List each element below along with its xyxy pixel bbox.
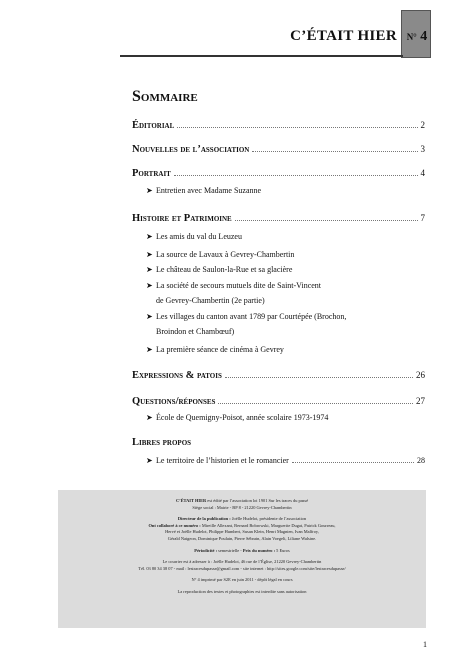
- list-item[interactable]: ➤ École de Quemigny-Poisot, année scolaire 1973-1974: [146, 413, 329, 422]
- page-title: Sommaire: [132, 88, 198, 105]
- colophon-box: [58, 490, 426, 628]
- colophon-rights: La reproduction des textes et photographies est interdite sans autorisation: [177, 588, 307, 594]
- list-item[interactable]: ➤ La société de secours mutuels dite de Saint-Vincent: [146, 281, 322, 290]
- leader-dots: [252, 151, 417, 152]
- leader-dots: [225, 377, 413, 378]
- toc-libres[interactable]: [132, 437, 425, 448]
- colophon-mail: Le courrier est à adresser à : Joëlle Hudelot, 46 rue de l’Église, 21220 Gevrey-Chambertin: [162, 559, 322, 565]
- toc-histoire[interactable]: [132, 213, 425, 224]
- page-ref: 7: [420, 213, 425, 223]
- section-title: Histoire et Patrimoine: [132, 213, 232, 224]
- page-ref: 4: [420, 168, 425, 178]
- list-item-continued: de Gevrey-Chambertin (2e partie): [156, 296, 265, 305]
- toc-portrait[interactable]: [132, 168, 425, 179]
- arrow-right-icon: ➤: [146, 345, 153, 354]
- journal-title: C’ÉTAIT HIER: [290, 28, 397, 44]
- colophon-publisher: C’ÉTAIT HIER est édité par l’association loi 1901 Sur les traces du passé: [175, 498, 309, 503]
- list-item[interactable]: ➤ La source de Lavaux à Gevrey-Chambertin: [146, 250, 295, 259]
- colophon-contributors: Ont collaboré à ce numéro : Mireille Allexant, Bernard Bobrowski, Marguerite Dugat, Patrick Gourreau,: [148, 522, 336, 528]
- arrow-right-icon: ➤: [146, 312, 153, 321]
- colophon-address: Siège social : Mairie - BP 8 - 21220 Gevrey-Chambertin: [192, 504, 292, 510]
- leader-dots: [235, 220, 418, 221]
- colophon-contributors-3: Gérald Naigeon, Dominique Poulain, Pierre Sébrain, Alain Voegeli, Liliane Walsine.: [167, 535, 317, 541]
- arrow-right-icon: ➤: [146, 186, 153, 195]
- page-ref: 28: [417, 456, 425, 465]
- header-rule: [120, 55, 403, 57]
- toc-expressions[interactable]: [132, 370, 425, 381]
- toc-questions[interactable]: [132, 396, 425, 407]
- arrow-right-icon: ➤: [146, 265, 153, 274]
- arrow-right-icon: ➤: [146, 456, 153, 465]
- page-ref: 2: [420, 120, 425, 130]
- section-title: Expressions & patois: [132, 370, 222, 381]
- issue-number: [403, 29, 431, 45]
- section-title: Libres propos: [132, 437, 192, 448]
- list-item[interactable]: ➤ Les villages du canton avant 1789 par Courtépée (Brochon,: [146, 312, 347, 321]
- colophon-contributors-2: Hervé et Joëlle Hudelot, Philippe Humbert, Susan Klein, Henri Magnien, Ivan Malfroy,: [165, 529, 319, 535]
- arrow-right-icon: ➤: [146, 250, 153, 259]
- list-item-continued: Broindon et Chambœuf): [156, 327, 235, 336]
- list-item[interactable]: ➤ La première séance de cinéma à Gevrey: [146, 345, 284, 354]
- leader-dots: [218, 403, 413, 404]
- issue-prefix: N°: [406, 32, 417, 42]
- list-item[interactable]: ➤ Le château de Saulon-la-Rue et sa glacière: [146, 265, 293, 274]
- colophon-contact: Tél. 03 80 34 38 07 - mail : lestracesdupasse@gmail.com - site internet : http://sites.google.com/site/lestracesdupasse/: [138, 565, 346, 571]
- list-item[interactable]: ➤ Entretien avec Madame Suzanne: [146, 186, 262, 195]
- section-title: Portrait: [132, 168, 171, 179]
- arrow-right-icon: ➤: [146, 281, 153, 290]
- leader-dots: [177, 127, 417, 128]
- colophon-periodicity: Périodicité : semestrielle - Prix du numéro : 5 Euros: [194, 547, 290, 553]
- arrow-right-icon: ➤: [146, 232, 153, 241]
- page-ref: 27: [416, 396, 425, 406]
- toc-nouvelles[interactable]: [132, 144, 425, 155]
- list-item[interactable]: ➤ Les amis du val du Leuzeu: [146, 232, 242, 241]
- leader-dots: [174, 175, 418, 176]
- section-title: Éditorial: [132, 120, 175, 131]
- arrow-right-icon: ➤: [146, 413, 153, 422]
- list-item[interactable]: ➤ Le territoire de l’historien et le romancier 28: [146, 456, 425, 465]
- leader-dots: [292, 462, 414, 463]
- colophon-director: Directeur de la publication : Joëlle Hudelot, présidente de l’association: [177, 516, 307, 522]
- section-title: Questions/réponses: [132, 396, 216, 407]
- issue-number-value: 4: [420, 29, 428, 44]
- page-number: 1: [423, 640, 427, 649]
- toc-editorial[interactable]: [132, 120, 425, 131]
- page-ref: 26: [416, 370, 425, 380]
- colophon-printing: N° 4 imprimé par S2E en juin 2011 - dépôt légal en cours: [191, 577, 293, 583]
- page-ref: 3: [420, 144, 425, 154]
- section-title: Nouvelles de l’association: [132, 144, 250, 155]
